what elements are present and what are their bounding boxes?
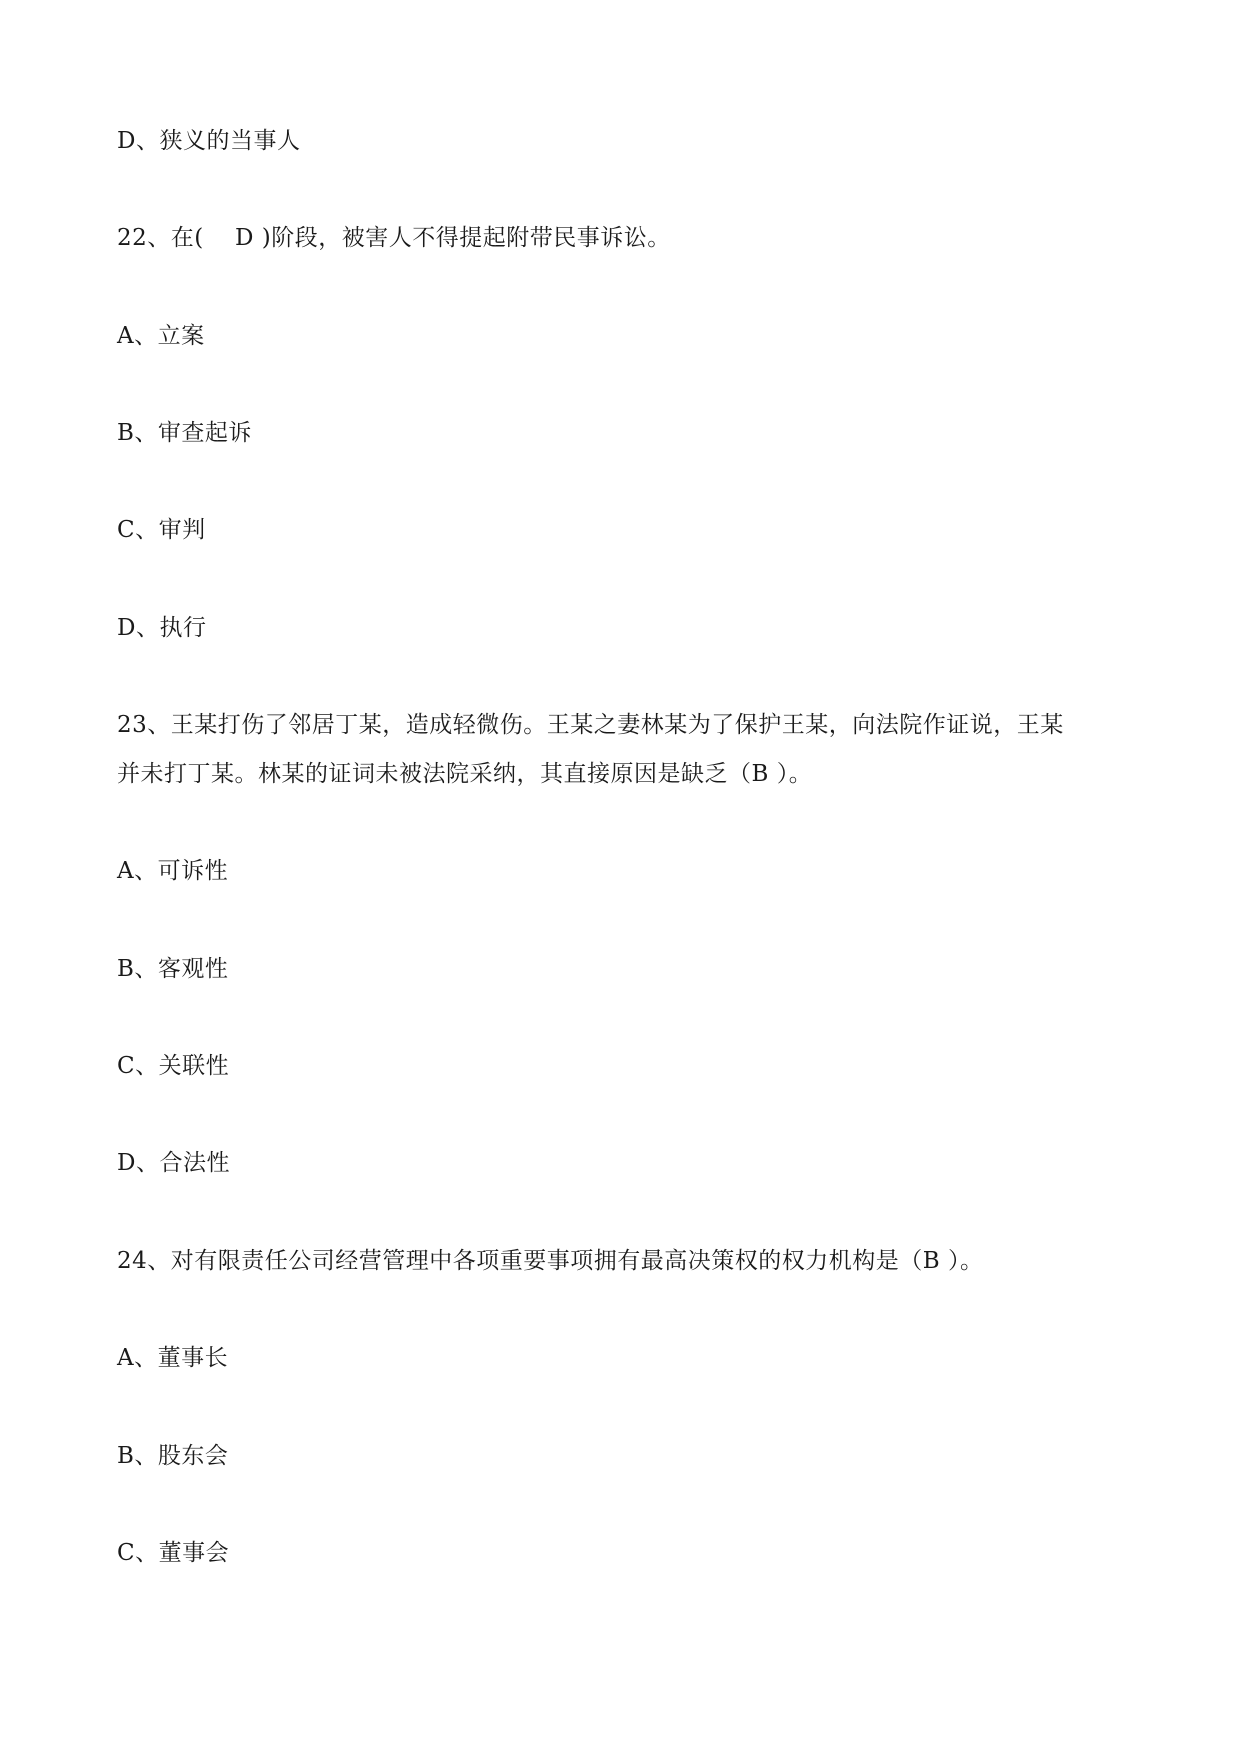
q23-option-d: D、合法性 <box>117 1150 230 1176</box>
q24-option-c: C、董事会 <box>117 1540 230 1566</box>
q24-option-b: B、股东会 <box>117 1443 229 1469</box>
q22-stem: 22、在( D )阶段，被害人不得提起附带民事诉讼。 <box>117 225 671 251</box>
prev-option-d: D、狭义的当事人 <box>117 128 301 154</box>
q24-stem: 24、对有限责任公司经营管理中各项重要事项拥有最高决策权的权力机构是（B ）。 <box>117 1248 984 1274</box>
q23-option-a: A、可诉性 <box>117 858 229 884</box>
q23-stem-line1: 23、王某打伤了邻居丁某，造成轻微伤。王某之妻林某为了保护王某，向法院作证说，王某 <box>117 712 1064 738</box>
q24-option-a: A、董事长 <box>117 1345 229 1371</box>
q22-option-b: B、审查起诉 <box>117 420 252 446</box>
q22-option-c: C、审判 <box>117 517 206 543</box>
q22-option-d: D、执行 <box>117 615 207 641</box>
q23-stem-line2: 并未打丁某。林某的证词未被法院采纳，其直接原因是缺乏（B ）。 <box>117 761 813 787</box>
q23-option-b: B、客观性 <box>117 956 229 982</box>
q23-option-c: C、关联性 <box>117 1053 230 1079</box>
q22-option-a: A、立案 <box>117 323 205 349</box>
